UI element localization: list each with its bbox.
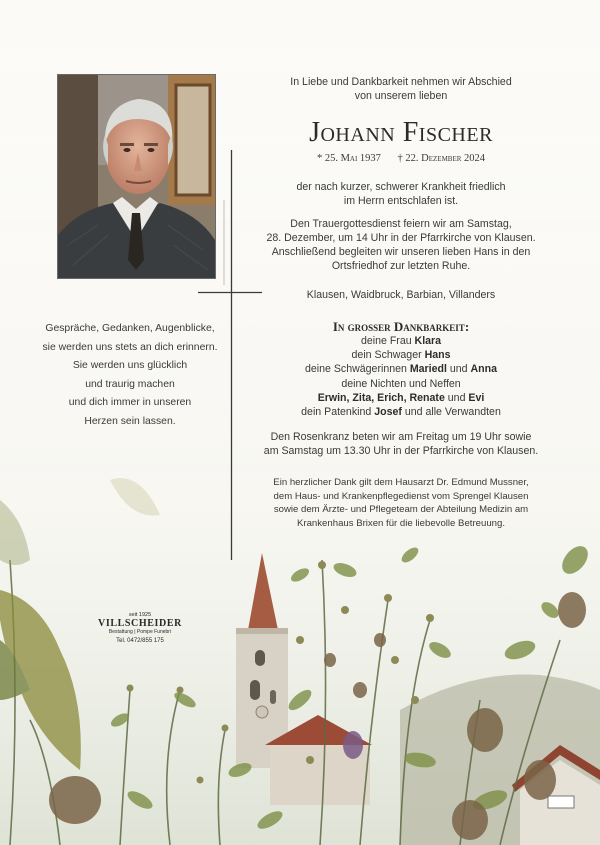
family-line: deine Schwägerinnen Mariedl und Anna [305, 363, 497, 376]
life-dates [255, 153, 547, 164]
funeral-text [255, 217, 547, 273]
intro-line: von unserem lieben [354, 90, 448, 102]
memorial-poem [40, 320, 220, 431]
gratitude-line: Krankenhaus Brixen für die liebevolle Betreuung. [297, 517, 505, 529]
passing-line: der nach kurzer, schwerer Krankheit friedlich [296, 181, 506, 193]
poem-line: Sie werden uns glücklich [72, 360, 188, 371]
poem-line: Gespräche, Gedanken, Augenblicke, [45, 323, 215, 334]
logo-phone: Tel. 0472/855 175 [116, 638, 164, 644]
family-line: dein Patenkind Josef und alle Verwandten [301, 406, 501, 419]
logo-brand: VILLSCHEIDER [98, 618, 182, 629]
death-date: † 22. Dezember 2024 [397, 153, 486, 164]
gratitude-line: dem Haus- und Krankenpflegedienst vom Sprengel Klausen [273, 490, 529, 502]
funeral-line: 28. Dezember, um 14 Uhr in der Pfarrkirche von Klausen. [266, 232, 536, 244]
family-line: deine Frau Klara [360, 335, 442, 347]
poem-line: Herzen sein lassen. [84, 415, 176, 427]
family-line: Erwin, Zita, Erich, Renate und Evi [317, 391, 485, 404]
passing-text [255, 180, 547, 208]
intro-line: In Liebe und Dankbarkeit nehmen wir Abschied [290, 76, 512, 88]
intro-text [255, 75, 547, 103]
logo-subtitle: Bestattung | Pompe Funebri [108, 629, 172, 635]
funeral-line: Den Trauergottesdienst feiern wir am Samstag, [290, 218, 512, 230]
funeral-line: Anschließend begleiten wir unseren lieben Hans in den [271, 246, 531, 258]
family-line: dein Schwager Hans [351, 349, 451, 362]
family-line: deine Nichten und Neffen [341, 377, 461, 390]
rosary-line: Den Rosenkranz beten wir am Freitag um 19 Uhr sowie [270, 431, 532, 443]
logo-since: seit 1925 [128, 612, 152, 618]
poem-line: sie werden uns stets an dich erinnern. [42, 341, 218, 353]
rosary-line: am Samstag um 13.30 Uhr in der Pfarrkirche von Klausen. [263, 445, 539, 457]
rosary-text [255, 430, 547, 458]
funeral-home-logo [95, 612, 185, 644]
portrait-photo [57, 74, 216, 279]
poem-line: und traurig machen [85, 378, 175, 390]
deceased-name: Johann Fischer [309, 117, 493, 148]
funeral-line: Ortsfriedhof zur letzten Ruhe. [331, 260, 471, 272]
gratitude-line: Ein herzlicher Dank gilt dem Hausarzt Dr. Edmund Mussner, [273, 477, 529, 488]
gratitude-text [255, 476, 547, 530]
family-list [255, 334, 547, 419]
poem-line: und dich immer in unseren [68, 397, 192, 408]
passing-line: im Herrn entschlafen ist. [343, 195, 459, 207]
places-text: Klausen, Waidbruck, Barbian, Villanders [306, 289, 496, 301]
thanks-heading: In großer Dankbarkeit: [332, 319, 470, 334]
birth-date: * 25. Mai 1937 [316, 153, 381, 164]
gratitude-line: sowie dem Ärzte- und Pflegeteam der Abteilung Medizin am [273, 504, 529, 516]
